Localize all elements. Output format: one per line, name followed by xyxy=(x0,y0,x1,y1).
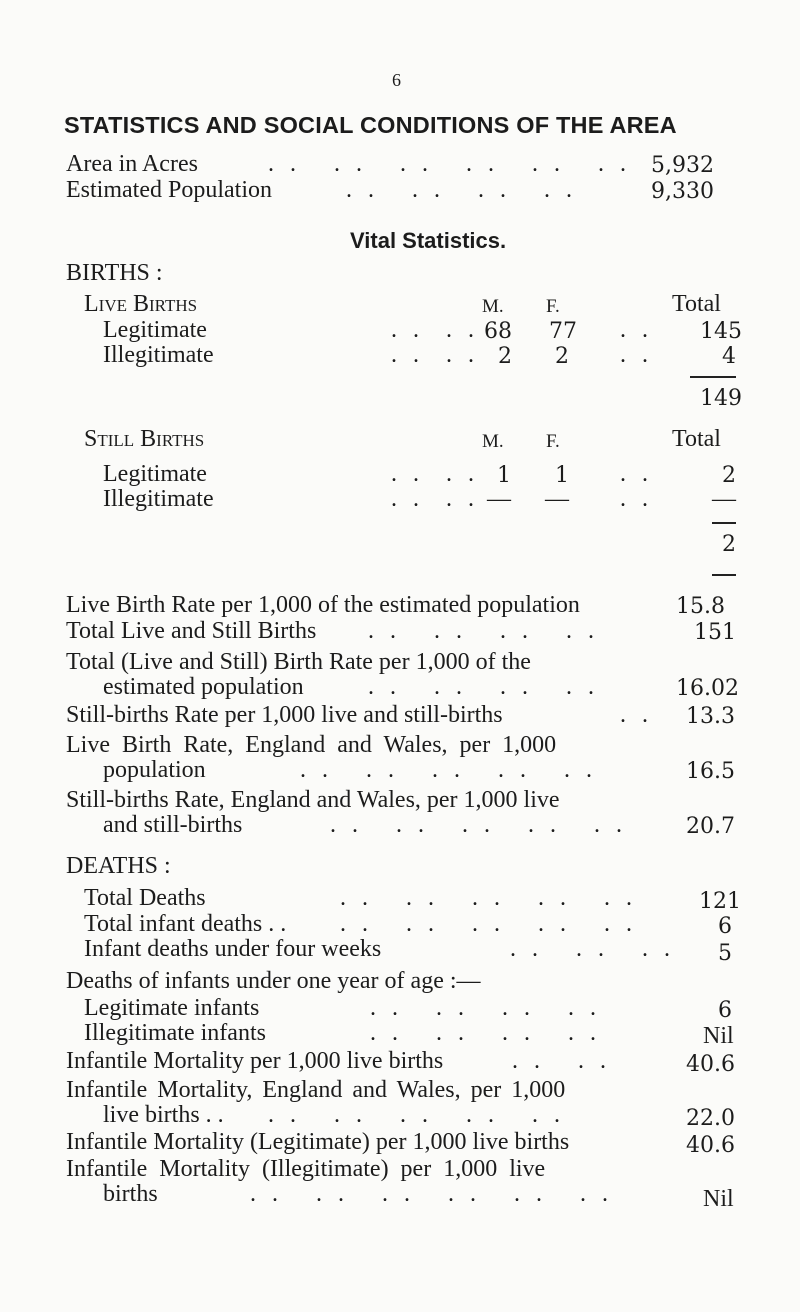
leader-dots: . . xyxy=(620,702,653,728)
rate-label-cont: population xyxy=(103,757,206,783)
leader-dots: . . . . . . . . xyxy=(370,1020,601,1046)
death-label: Infant deaths under four weeks xyxy=(84,936,382,962)
col-total: Total xyxy=(672,291,721,317)
rate-value: 151 xyxy=(694,620,736,645)
population-value: 9,330 xyxy=(651,179,714,204)
total-count: — xyxy=(712,486,736,512)
male-count: 1 xyxy=(497,463,511,488)
death-value: 5 xyxy=(718,941,732,966)
mortality-label-cont: live births . . xyxy=(103,1102,224,1128)
row-label: Legitimate xyxy=(103,461,207,487)
infant-label: Legitimate infants xyxy=(84,995,260,1021)
leader-dots: . . . . . . . . . . xyxy=(340,885,637,911)
mortality-value: Nil xyxy=(703,1186,734,1212)
leader-dots: . . . . . . . . xyxy=(368,618,599,644)
rate-value: 13.3 xyxy=(686,704,735,729)
leader-dots: . . . . . . . . . . xyxy=(268,1102,565,1128)
page-title: STATISTICS AND SOCIAL CONDITIONS OF THE AREA xyxy=(64,112,677,138)
infant-under-one-heading: Deaths of infants under one year of age :— xyxy=(66,968,481,994)
leader-dots: . . . . . . . . . . . . xyxy=(268,151,631,177)
leader-dots: . . . . xyxy=(391,461,479,487)
vital-statistics-heading: Vital Statistics. xyxy=(350,228,507,253)
leader-dots: . . . . . . . . xyxy=(368,674,599,700)
page-number: 6 xyxy=(392,70,401,90)
rate-label: Live Birth Rate per 1,000 of the estimated population xyxy=(66,592,580,618)
leader-dots: . . . . . . . . . . xyxy=(330,812,627,838)
rate-label: Live Birth Rate, England and Wales, per 1,000 xyxy=(66,732,557,758)
mortality-label: Infantile Mortality (Illegitimate) per 1,000 live xyxy=(66,1156,546,1182)
rate-label: Still-births Rate, England and Wales, per 1,000 live xyxy=(66,787,560,813)
row-label: Legitimate xyxy=(103,317,207,343)
leader-dots: . . . . . . . . xyxy=(346,177,577,203)
rate-label: Total (Live and Still) Birth Rate per 1,000 of the xyxy=(66,649,531,675)
leader-dots: . . xyxy=(620,317,653,343)
births-heading: BIRTHS : xyxy=(66,260,163,286)
rate-label-cont: estimated population xyxy=(103,674,304,700)
sum-rule xyxy=(712,574,736,576)
leader-dots: . . . . xyxy=(391,317,479,343)
female-count: 77 xyxy=(549,319,577,344)
total-count: 4 xyxy=(722,344,736,369)
row-label: Illegitimate xyxy=(103,486,214,512)
infant-value: Nil xyxy=(703,1023,734,1049)
male-count: — xyxy=(487,486,511,512)
still-births-sum: 2 xyxy=(722,532,736,557)
mortality-value: 40.6 xyxy=(686,1052,735,1077)
rate-label-cont: and still-births xyxy=(103,812,243,838)
death-label: Total Deaths xyxy=(84,885,206,911)
total-count: 145 xyxy=(700,319,742,344)
mortality-value: 22.0 xyxy=(686,1106,735,1131)
total-count: 2 xyxy=(722,463,736,488)
death-value: 6 xyxy=(718,914,732,939)
leader-dots: . . . . . . xyxy=(510,936,675,962)
live-births-heading: Live Births xyxy=(84,291,198,317)
rate-value: 16.02 xyxy=(676,676,739,701)
infant-value: 6 xyxy=(718,998,732,1023)
male-count: 2 xyxy=(498,344,512,369)
area-value: 5,932 xyxy=(651,153,714,178)
female-count: 2 xyxy=(555,344,569,369)
female-count: — xyxy=(545,486,569,512)
leader-dots: . . xyxy=(620,486,653,512)
rate-value: 20.7 xyxy=(686,814,735,839)
leader-dots: . . . . . . . . . . xyxy=(340,911,637,937)
death-label: Total infant deaths . . xyxy=(84,911,287,937)
live-births-sum: 149 xyxy=(700,386,742,411)
population-label: Estimated Population xyxy=(66,177,272,203)
leader-dots: . . . . xyxy=(512,1048,611,1074)
mortality-value: 40.6 xyxy=(686,1133,735,1158)
mortality-label: Infantile Mortality per 1,000 live births xyxy=(66,1048,444,1074)
leader-dots: . . . . xyxy=(391,486,479,512)
female-count: 1 xyxy=(555,463,569,488)
rate-value: 15.8 xyxy=(676,594,725,619)
mortality-label: Infantile Mortality, England and Wales, per 1,000 xyxy=(66,1077,566,1103)
col-total: Total xyxy=(672,426,721,452)
sum-rule xyxy=(690,376,736,378)
infant-label: Illegitimate infants xyxy=(84,1020,266,1046)
col-f: F. xyxy=(546,296,560,317)
col-m: M. xyxy=(482,296,504,317)
rate-label: Still-births Rate per 1,000 live and still-births xyxy=(66,702,503,728)
sum-rule xyxy=(712,522,736,524)
leader-dots: . . . . xyxy=(391,342,479,368)
rate-label: Total Live and Still Births xyxy=(66,618,317,644)
death-value: 121 xyxy=(699,889,741,914)
row-label: Illegitimate xyxy=(103,342,214,368)
mortality-label-cont: births xyxy=(103,1181,158,1207)
leader-dots: . . . . . . . . . . . . xyxy=(250,1181,613,1207)
mortality-label: Infantile Mortality (Legitimate) per 1,000 live births xyxy=(66,1129,570,1155)
col-m: M. xyxy=(482,431,504,452)
leader-dots: . . xyxy=(620,342,653,368)
col-f: F. xyxy=(546,431,560,452)
rate-value: 16.5 xyxy=(686,759,735,784)
still-births-heading: Still Births xyxy=(84,426,205,452)
area-label: Area in Acres xyxy=(66,151,198,177)
leader-dots: . . . . . . . . xyxy=(370,995,601,1021)
leader-dots: . . . . . . . . . . xyxy=(300,757,597,783)
deaths-heading: DEATHS : xyxy=(66,853,171,879)
leader-dots: . . xyxy=(620,461,653,487)
male-count: 68 xyxy=(484,319,512,344)
